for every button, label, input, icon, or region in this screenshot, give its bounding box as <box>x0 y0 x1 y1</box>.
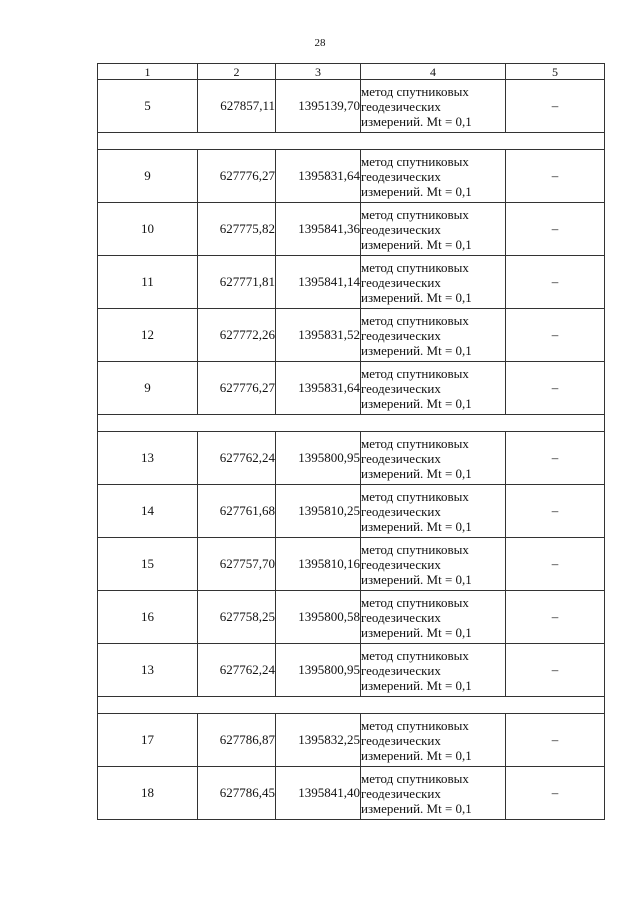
table-body <box>98 64 605 820</box>
method-line: измерений. Mt = 0,1 <box>361 342 472 358</box>
method-line: геодезических <box>361 785 441 801</box>
method-line: геодезических <box>361 274 441 290</box>
dash-cell: – <box>506 362 605 415</box>
method-line: геодезических <box>361 450 441 466</box>
dash-cell: – <box>506 150 605 203</box>
method-line: геодезических <box>361 732 441 748</box>
y-coordinate: 1395810,25 <box>276 485 361 538</box>
column-header: 1 <box>98 64 198 80</box>
method-line: метод спутниковых <box>361 206 469 222</box>
method-line: геодезических <box>361 380 441 396</box>
x-coordinate: 627771,81 <box>198 256 276 309</box>
column-header: 5 <box>506 64 605 80</box>
method-line: измерений. Mt = 0,1 <box>361 236 472 252</box>
y-coordinate: 1395800,95 <box>276 644 361 697</box>
separator-cell <box>98 415 605 432</box>
method-description <box>361 714 506 767</box>
x-coordinate: 627857,11 <box>198 80 276 133</box>
method-description <box>361 256 506 309</box>
method-line: измерений. Mt = 0,1 <box>361 747 472 763</box>
x-coordinate: 627761,68 <box>198 485 276 538</box>
x-coordinate: 627772,26 <box>198 309 276 362</box>
method-line: метод спутниковых <box>361 259 469 275</box>
method-description <box>361 538 506 591</box>
method-line: измерений. Mt = 0,1 <box>361 800 472 816</box>
x-coordinate: 627776,27 <box>198 150 276 203</box>
separator-row <box>98 415 605 432</box>
y-coordinate: 1395832,25 <box>276 714 361 767</box>
point-number: 5 <box>98 80 198 133</box>
table-row <box>98 714 605 767</box>
x-coordinate: 627762,24 <box>198 432 276 485</box>
method-line: измерений. Mt = 0,1 <box>361 395 472 411</box>
method-line: измерений. Mt = 0,1 <box>361 113 472 129</box>
method-line: геодезических <box>361 221 441 237</box>
y-coordinate: 1395139,70 <box>276 80 361 133</box>
method-line: измерений. Mt = 0,1 <box>361 624 472 640</box>
y-coordinate: 1395841,14 <box>276 256 361 309</box>
point-number: 16 <box>98 591 198 644</box>
method-line: метод спутниковых <box>361 153 469 169</box>
dash-cell: – <box>506 767 605 820</box>
table-row <box>98 256 605 309</box>
table-row <box>98 538 605 591</box>
method-line: измерений. Mt = 0,1 <box>361 571 472 587</box>
method-line: метод спутниковых <box>361 435 469 451</box>
dash-cell: – <box>506 203 605 256</box>
column-header: 2 <box>198 64 276 80</box>
y-coordinate: 1395841,40 <box>276 767 361 820</box>
method-line: метод спутниковых <box>361 488 469 504</box>
method-line: измерений. Mt = 0,1 <box>361 518 472 534</box>
coordinates-table <box>97 63 605 820</box>
point-number: 17 <box>98 714 198 767</box>
method-description <box>361 767 506 820</box>
y-coordinate: 1395831,64 <box>276 362 361 415</box>
dash-cell: – <box>506 80 605 133</box>
dash-cell: – <box>506 538 605 591</box>
method-line: метод спутниковых <box>361 717 469 733</box>
point-number: 9 <box>98 362 198 415</box>
method-line: геодезических <box>361 556 441 572</box>
dash-cell: – <box>506 432 605 485</box>
method-line: метод спутниковых <box>361 312 469 328</box>
method-line: геодезических <box>361 327 441 343</box>
separator-cell <box>98 697 605 714</box>
method-line: метод спутниковых <box>361 594 469 610</box>
method-description <box>361 309 506 362</box>
table-row <box>98 767 605 820</box>
table-row <box>98 432 605 485</box>
page-number: 28 <box>314 37 326 49</box>
method-line: метод спутниковых <box>361 541 469 557</box>
separator-row <box>98 697 605 714</box>
dash-cell: – <box>506 644 605 697</box>
x-coordinate: 627786,87 <box>198 714 276 767</box>
x-coordinate: 627786,45 <box>198 767 276 820</box>
method-line: геодезических <box>361 503 441 519</box>
table-row <box>98 644 605 697</box>
method-description <box>361 203 506 256</box>
method-line: измерений. Mt = 0,1 <box>361 183 472 199</box>
point-number: 13 <box>98 644 198 697</box>
point-number: 10 <box>98 203 198 256</box>
method-line: геодезических <box>361 168 441 184</box>
method-description <box>361 485 506 538</box>
y-coordinate: 1395831,52 <box>276 309 361 362</box>
table-row <box>98 80 605 133</box>
method-line: метод спутниковых <box>361 83 469 99</box>
method-description <box>361 432 506 485</box>
method-line: измерений. Mt = 0,1 <box>361 465 472 481</box>
x-coordinate: 627762,24 <box>198 644 276 697</box>
point-number: 18 <box>98 767 198 820</box>
dash-cell: – <box>506 485 605 538</box>
point-number: 15 <box>98 538 198 591</box>
dash-cell: – <box>506 714 605 767</box>
x-coordinate: 627757,70 <box>198 538 276 591</box>
method-description <box>361 150 506 203</box>
method-line: измерений. Mt = 0,1 <box>361 677 472 693</box>
y-coordinate: 1395810,16 <box>276 538 361 591</box>
point-number: 11 <box>98 256 198 309</box>
dash-cell: – <box>506 591 605 644</box>
method-line: метод спутниковых <box>361 770 469 786</box>
table-row <box>98 362 605 415</box>
method-line: геодезических <box>361 98 441 114</box>
column-header: 4 <box>361 64 506 80</box>
y-coordinate: 1395800,58 <box>276 591 361 644</box>
table-row <box>98 150 605 203</box>
method-line: измерений. Mt = 0,1 <box>361 289 472 305</box>
method-description <box>361 362 506 415</box>
table-row <box>98 485 605 538</box>
method-line: геодезических <box>361 662 441 678</box>
point-number: 12 <box>98 309 198 362</box>
dash-cell: – <box>506 256 605 309</box>
point-number: 13 <box>98 432 198 485</box>
y-coordinate: 1395841,36 <box>276 203 361 256</box>
method-line: метод спутниковых <box>361 365 469 381</box>
table-row <box>98 309 605 362</box>
point-number: 9 <box>98 150 198 203</box>
table-row <box>98 203 605 256</box>
header-row <box>98 64 605 80</box>
y-coordinate: 1395800,95 <box>276 432 361 485</box>
method-line: метод спутниковых <box>361 647 469 663</box>
method-description <box>361 80 506 133</box>
separator-row <box>98 133 605 150</box>
dash-cell: – <box>506 309 605 362</box>
method-description <box>361 591 506 644</box>
x-coordinate: 627776,27 <box>198 362 276 415</box>
x-coordinate: 627758,25 <box>198 591 276 644</box>
table-row <box>98 591 605 644</box>
separator-cell <box>98 133 605 150</box>
point-number: 14 <box>98 485 198 538</box>
y-coordinate: 1395831,64 <box>276 150 361 203</box>
x-coordinate: 627775,82 <box>198 203 276 256</box>
method-line: геодезических <box>361 609 441 625</box>
method-description <box>361 644 506 697</box>
column-header: 3 <box>276 64 361 80</box>
